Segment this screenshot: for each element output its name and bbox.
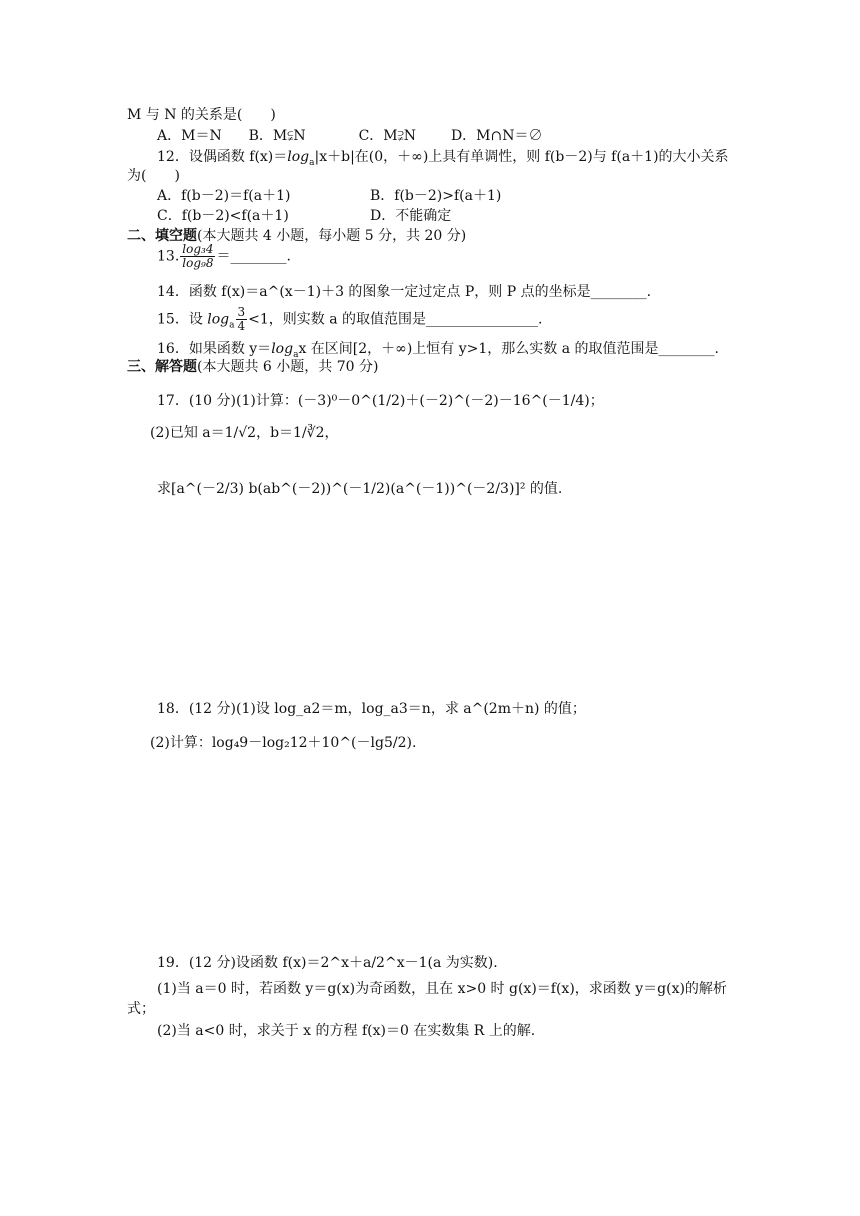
section-3-heading: [127, 358, 378, 376]
q19-part2: (2)当 a<0 时，求关于 x 的方程 f(x)＝0 在实数集 R 上的解.: [157, 1023, 536, 1039]
q12-option-d: D．不能确定: [370, 208, 452, 224]
q19-stem: 19．(12 分)设函数 f(x)＝2^x＋a/2^x－1(a 为实数).: [157, 955, 498, 971]
q11-stem: M 与 N 的关系是( ): [127, 107, 276, 123]
q19-part1: (1)当 a＝0 时，若函数 y＝g(x)为奇函数，且在 x>0 时 g(x)＝f(x)，求函数 y＝g(x)的解析: [157, 981, 727, 997]
q16-part: x 在区间[2，＋∞)上恒有 y>1，那么实数 a 的取值范围是________.: [298, 341, 719, 357]
q11-option-d: D．M∩N＝∅: [450, 128, 543, 144]
q17-part2-given: (2)已知 a＝1/√2，b＝1/∛2，: [150, 425, 339, 441]
q11-option-c: C．M⫌N: [358, 128, 417, 144]
q11-option-b: B．M⫋N: [248, 128, 306, 144]
q12-stem-part: 12．设偶函数 f(x)＝: [157, 149, 288, 165]
q17-part2-question: 求[a^(－2/3) b(ab^(－2))^(－1/2)(a^(－1))^(－2/3)]² 的值.: [157, 481, 563, 497]
q19-part1-cont: 式；: [127, 1001, 155, 1017]
section-2-note: (本大题共 4 小题，每小题 5 分，共 20 分): [197, 228, 467, 244]
q13-fraction: [180, 243, 215, 270]
q16-part: 16．如果函数 y＝: [157, 341, 272, 357]
section-3-note: (本大题共 6 小题，共 70 分): [197, 359, 379, 375]
q17-part1: 17．(10 分)(1)计算：(－3)⁰－0^(1/2)＋(－2)^(－2)－16^(－1/4)；: [157, 393, 604, 409]
q18-part2: (2)计算：log₄9－log₂12＋10^(－lg5/2).: [150, 735, 417, 751]
q13-tail: ＝________.: [216, 248, 291, 265]
q14: 14．函数 f(x)＝a^(x－1)＋3 的图象一定过定点 P，则 P 点的坐标是________.: [157, 284, 652, 300]
q18-part1: 18．(12 分)(1)设 log_a2＝m，log_a3＝n，求 a^(2m＋n) 的值；: [157, 701, 586, 717]
q12-stem-part: |x＋b|在(0，＋∞)上具有单调性，则 f(b－2)与 f(a＋1)的大小关系: [314, 149, 729, 165]
section-2-title: 二、填空题: [127, 228, 197, 244]
q13-number: 13.: [157, 248, 180, 265]
q15-part: 15．设: [157, 311, 208, 328]
q16: 16．如果函数 $y=\log_ax$ 在区间[2，＋∞)上恒有 y>1，那么实数 a 的取值范围是________.: [157, 341, 719, 360]
q12-stem-cont: 为( ): [127, 168, 180, 184]
q11-options: [157, 127, 542, 145]
q12-log: log: [287, 149, 310, 165]
q13-denominator: log₉8: [182, 256, 214, 270]
section-3-title: 三、解答题: [127, 359, 197, 375]
q15-part: <1，则实数 a 的取值范围是________________.: [248, 311, 543, 328]
q12-option-b: B．f(b－2)>f(a＋1): [370, 188, 502, 204]
q13-numerator: log₃4: [182, 242, 214, 256]
q12-option-a: A．f(b－2)＝f(a＋1): [157, 188, 291, 204]
q11-option-a: A．M＝N: [157, 128, 222, 144]
q12-option-c: C．f(b－2)<f(a＋1): [157, 208, 289, 224]
q15: 15．设 $\log_a$ $\frac{3}{4}$ <1，则实数 a 的取值范围是________________.: [157, 305, 543, 333]
q12-stem: 12．设偶函数 $f(x)=\log_a|x+b|$在(0，＋∞)上具有单调性，则 f(b－2)与 f(a＋1)的大小关系: [157, 149, 729, 168]
q13: [157, 243, 291, 270]
